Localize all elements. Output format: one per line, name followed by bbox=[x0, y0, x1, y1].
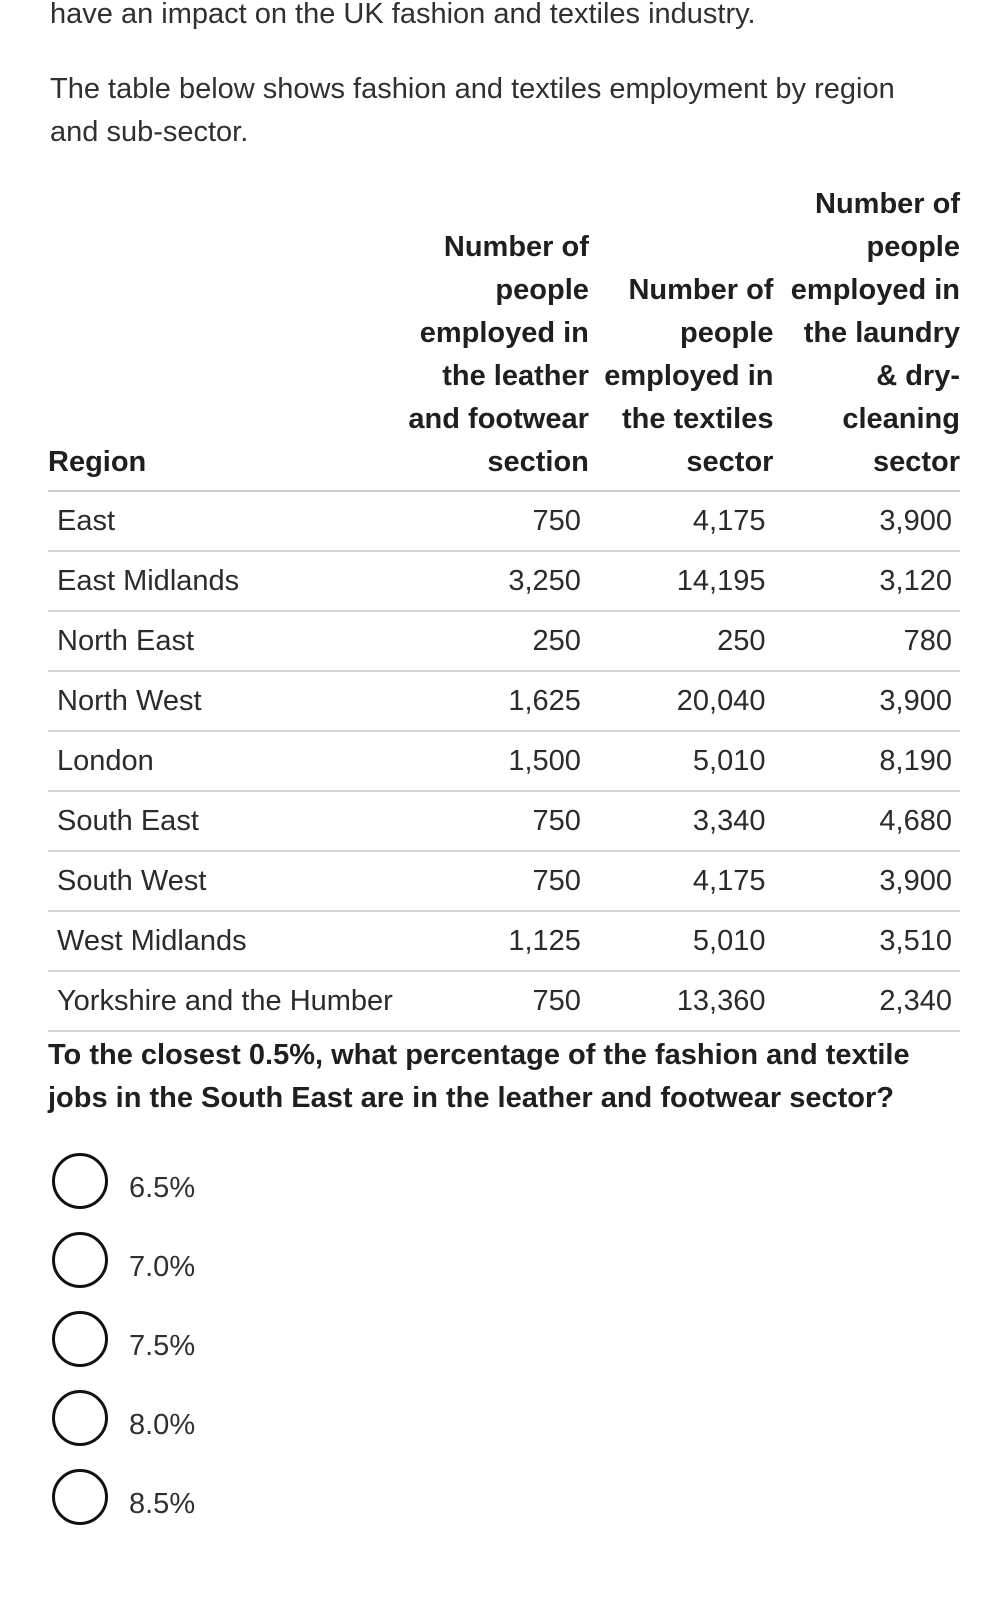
radio-button[interactable] bbox=[52, 1390, 108, 1446]
cell-laundry: 780 bbox=[773, 611, 960, 671]
cell-leather: 750 bbox=[401, 791, 589, 851]
answer-option-label: 6.5% bbox=[129, 1172, 196, 1204]
cell-region: South West bbox=[48, 851, 401, 911]
answer-option[interactable] bbox=[52, 1232, 452, 1311]
table-row bbox=[48, 671, 960, 731]
cell-textiles: 4,175 bbox=[589, 851, 774, 911]
radio-button[interactable] bbox=[52, 1232, 108, 1288]
cell-region: North East bbox=[48, 611, 401, 671]
cell-leather: 750 bbox=[401, 491, 589, 551]
answer-option[interactable] bbox=[52, 1469, 452, 1548]
cell-region: South East bbox=[48, 791, 401, 851]
cell-laundry: 3,900 bbox=[773, 491, 960, 551]
header-region: Region bbox=[48, 183, 401, 491]
intro-paragraph-tail: have an impact on the UK fashion and textiles industry. bbox=[50, 0, 756, 30]
table-row bbox=[48, 731, 960, 791]
cell-textiles: 20,040 bbox=[589, 671, 774, 731]
cell-leather: 750 bbox=[401, 971, 589, 1031]
cell-textiles: 5,010 bbox=[589, 731, 774, 791]
answer-option[interactable] bbox=[52, 1153, 452, 1232]
cell-textiles: 14,195 bbox=[589, 551, 774, 611]
answer-options bbox=[52, 1153, 452, 1548]
cell-textiles: 5,010 bbox=[589, 911, 774, 971]
answer-option-label: 8.5% bbox=[129, 1488, 196, 1520]
cell-region: London bbox=[48, 731, 401, 791]
answer-option-label: 7.0% bbox=[129, 1251, 196, 1283]
cell-leather: 1,125 bbox=[401, 911, 589, 971]
cell-textiles: 3,340 bbox=[589, 791, 774, 851]
table-row bbox=[48, 971, 960, 1031]
answer-option-label: 8.0% bbox=[129, 1409, 196, 1441]
table-row bbox=[48, 851, 960, 911]
cell-leather: 250 bbox=[401, 611, 589, 671]
table-intro-paragraph: The table below shows fashion and textiles employment by region and sub-sector. bbox=[50, 73, 895, 148]
question-text: To the closest 0.5%, what percentage of the fashion and textile jobs in the South East are in the leather and footwear sector? bbox=[48, 1039, 910, 1114]
cell-region: Yorkshire and the Humber bbox=[48, 971, 401, 1031]
cell-region: East bbox=[48, 491, 401, 551]
cell-laundry: 8,190 bbox=[773, 731, 960, 791]
radio-button[interactable] bbox=[52, 1153, 108, 1209]
header-laundry-dry-cleaning: Number of people employed in the laundry & dry-cleaning sector bbox=[773, 183, 960, 491]
header-textiles: Number of people employed in the textiles sector bbox=[589, 183, 774, 491]
cell-region: West Midlands bbox=[48, 911, 401, 971]
radio-button[interactable] bbox=[52, 1311, 108, 1367]
answer-option[interactable] bbox=[52, 1390, 452, 1469]
table-row bbox=[48, 911, 960, 971]
table-row bbox=[48, 791, 960, 851]
table-header-row bbox=[48, 183, 960, 491]
cell-region: North West bbox=[48, 671, 401, 731]
table-row bbox=[48, 551, 960, 611]
table-row bbox=[48, 491, 960, 551]
cell-leather: 1,500 bbox=[401, 731, 589, 791]
cell-textiles: 4,175 bbox=[589, 491, 774, 551]
cell-laundry: 3,900 bbox=[773, 851, 960, 911]
cell-textiles: 13,360 bbox=[589, 971, 774, 1031]
cell-laundry: 3,900 bbox=[773, 671, 960, 731]
cell-textiles: 250 bbox=[589, 611, 774, 671]
cell-leather: 1,625 bbox=[401, 671, 589, 731]
cell-laundry: 4,680 bbox=[773, 791, 960, 851]
header-leather-footwear: Number of people employed in the leather and footwear section bbox=[401, 183, 589, 491]
radio-button[interactable] bbox=[52, 1469, 108, 1525]
cell-laundry: 2,340 bbox=[773, 971, 960, 1031]
answer-option-label: 7.5% bbox=[129, 1330, 196, 1362]
cell-region: East Midlands bbox=[48, 551, 401, 611]
cell-laundry: 3,120 bbox=[773, 551, 960, 611]
cell-leather: 3,250 bbox=[401, 551, 589, 611]
employment-table bbox=[48, 183, 960, 1032]
table-row bbox=[48, 611, 960, 671]
cell-laundry: 3,510 bbox=[773, 911, 960, 971]
answer-option[interactable] bbox=[52, 1311, 452, 1390]
cell-leather: 750 bbox=[401, 851, 589, 911]
